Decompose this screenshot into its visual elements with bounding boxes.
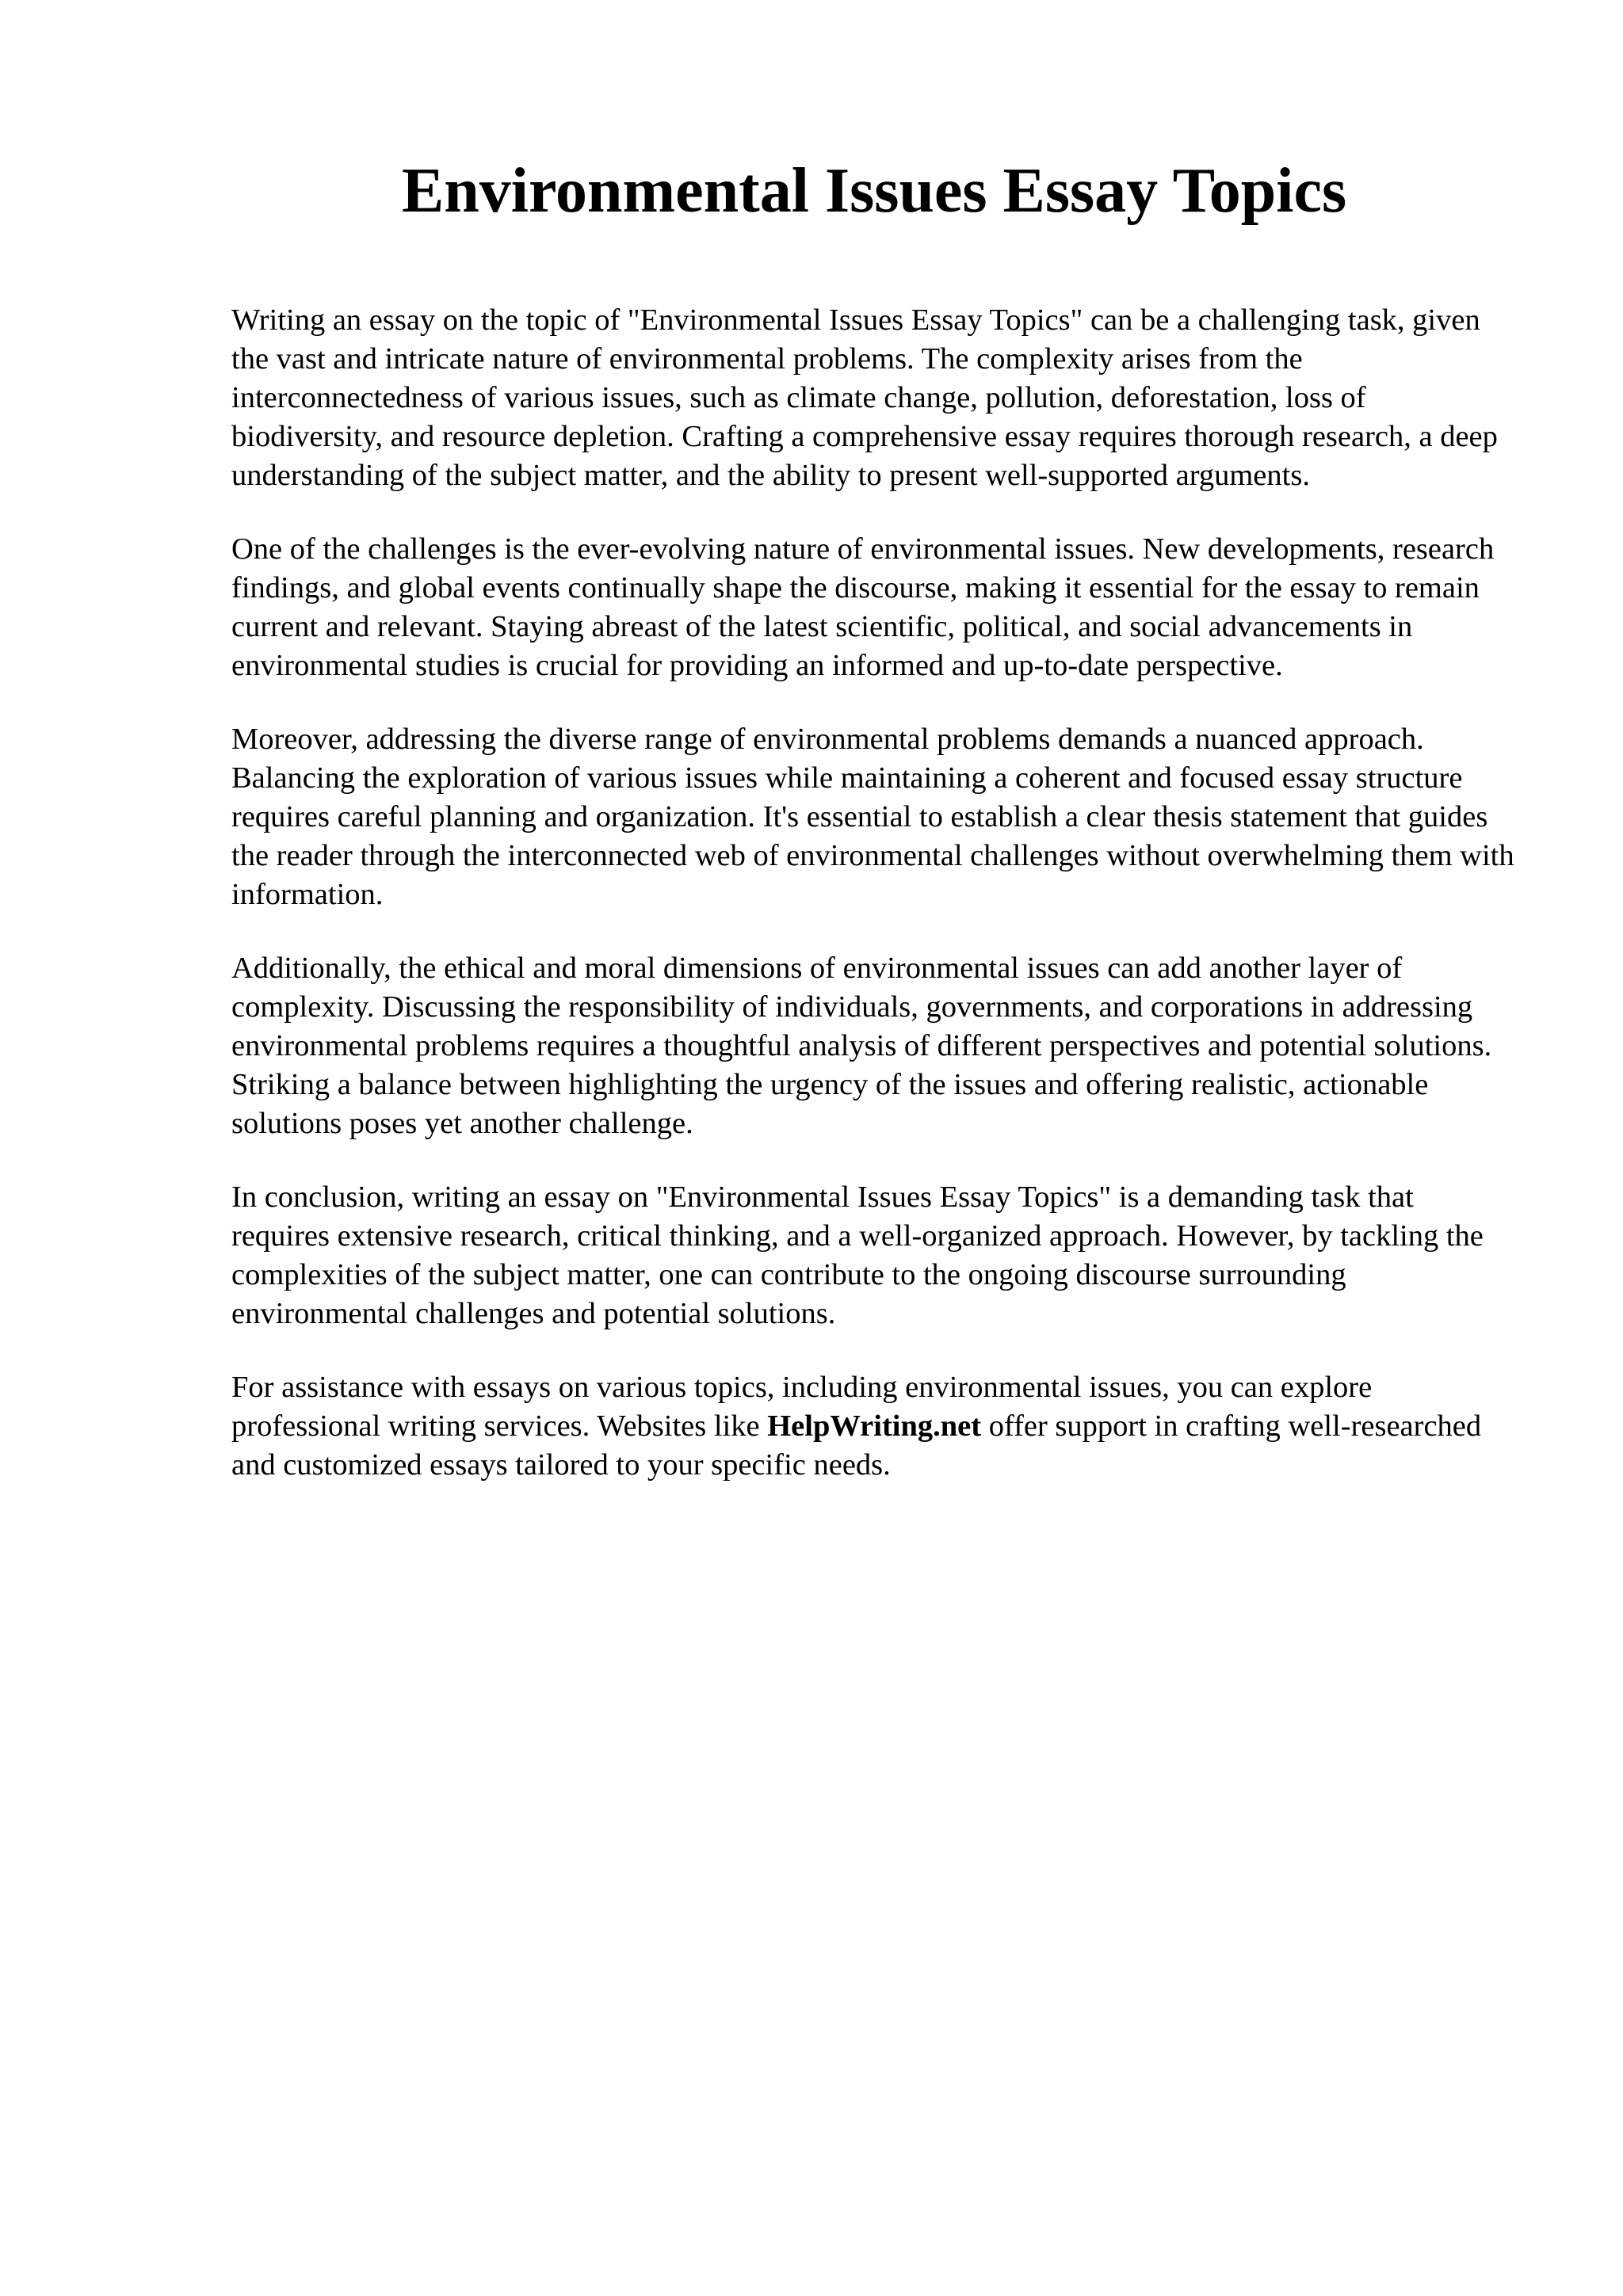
paragraph-challenges: One of the challenges is the ever-evolving nature of environmental issues. New developments, research findings, and global events continually shape the discourse, making it essential for the essay to remain current and relevant. Staying abreast of the latest scientific, political, and social advancements in environmental studies is crucial for providing an informed and up-to-date perspective. bbox=[231, 532, 1495, 682]
paragraph-assistance bbox=[231, 1368, 1515, 1485]
assistance-text-before: For assistance with essays on various topics, including environmental issues, you can explore professional writing services. Websites like bbox=[231, 1371, 1373, 1443]
website-name: HelpWriting.net bbox=[767, 1409, 982, 1443]
paragraph-ethical-dimensions: Additionally, the ethical and moral dimensions of environmental issues can add another layer of complexity. Discussing the responsibility of individuals, governments, and corporations in addressing environmental problems requires a thoughtful analysis of different perspectives and potential solutions. Striking a balance between highlighting the urgency of the issues and offering realistic, actionable solutions poses yet another challenge. bbox=[231, 952, 1492, 1140]
paragraph-intro: Writing an essay on the topic of "Environmental Issues Essay Topics" can be a challenging task, given the vast and intricate nature of environmental problems. The complexity arises from the interconnectedness of various issues, such as climate change, pollution, deforestation, loss of biodiversity, and resource depletion. Crafting a comprehensive essay requires thorough research, a deep understanding of the subject matter, and the ability to present well-supported arguments. bbox=[231, 303, 1498, 492]
document-title: Environmental Issues Essay Topics bbox=[401, 156, 1347, 226]
paragraph-conclusion: In conclusion, writing an essay on "Environmental Issues Essay Topics" is a demanding task that requires extensive research, critical thinking, and a well-organized approach. However, by tackling the complexities of the subject matter, one can contribute to the ongoing discourse surrounding environmental challenges and potential solutions. bbox=[231, 1180, 1484, 1330]
paragraph-diverse-range: Moreover, addressing the diverse range of environmental problems demands a nuanced approach. Balancing the exploration of various issues while maintaining a coherent and focused essay structure requires careful planning and organization. It's essential to establish a clear thesis statement that guides the reader through the interconnected web of environmental challenges without overwhelming them with information. bbox=[231, 723, 1514, 911]
document-body bbox=[231, 301, 1515, 1485]
assistance-text-after: offer support in crafting well-researched and customized essays tailored to your specific needs. bbox=[231, 1409, 1482, 1482]
